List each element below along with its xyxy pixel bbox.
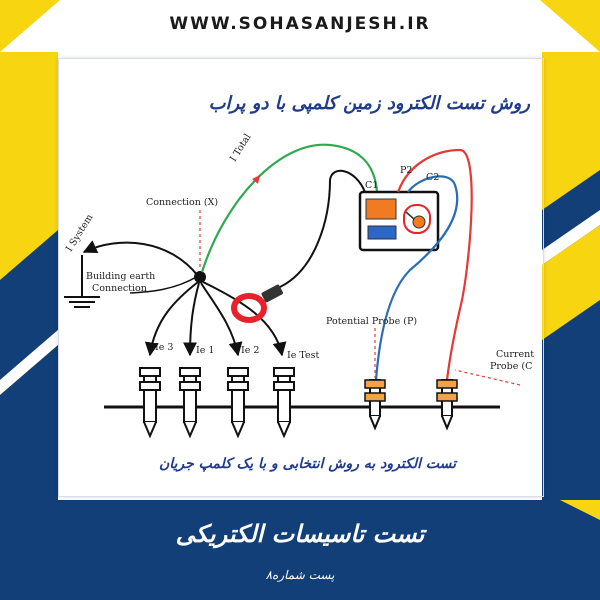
label-ie3: Ie 3 [155, 342, 174, 353]
diagram-subtitle: تست الکترود به روش انتخابی و با یک کلمپ جریان [158, 456, 457, 472]
diagram-title: روش تست الکترود زمین کلمپی با دو پراب [208, 93, 530, 114]
label-i-total: I Total [228, 132, 254, 164]
label-c1: C1 [365, 180, 379, 191]
label-building-earth-1: Building earth [86, 271, 156, 282]
label-p2: P2 [400, 165, 413, 176]
footer-title: تست تاسیسات الکتریکی [175, 520, 425, 548]
label-ie1: Ie 1 [196, 345, 215, 356]
label-current-probe-1: Current [496, 349, 535, 360]
label-c2: C2 [426, 172, 440, 183]
site-url[interactable]: WWW.SOHASANJESH.IR [169, 14, 431, 34]
label-connection-x: Connection (X) [146, 197, 219, 208]
label-current-probe-2: Probe (C [490, 361, 533, 372]
post-number: پست شماره۸ [265, 568, 335, 582]
footer-band [0, 500, 600, 600]
label-ie-test: Ie Test [287, 350, 320, 361]
label-building-earth-2: Connection [92, 283, 147, 294]
label-i-system: I System [64, 212, 96, 254]
label-ie2: Ie 2 [241, 345, 260, 356]
label-potential-probe: Potential Probe (P) [326, 316, 418, 327]
